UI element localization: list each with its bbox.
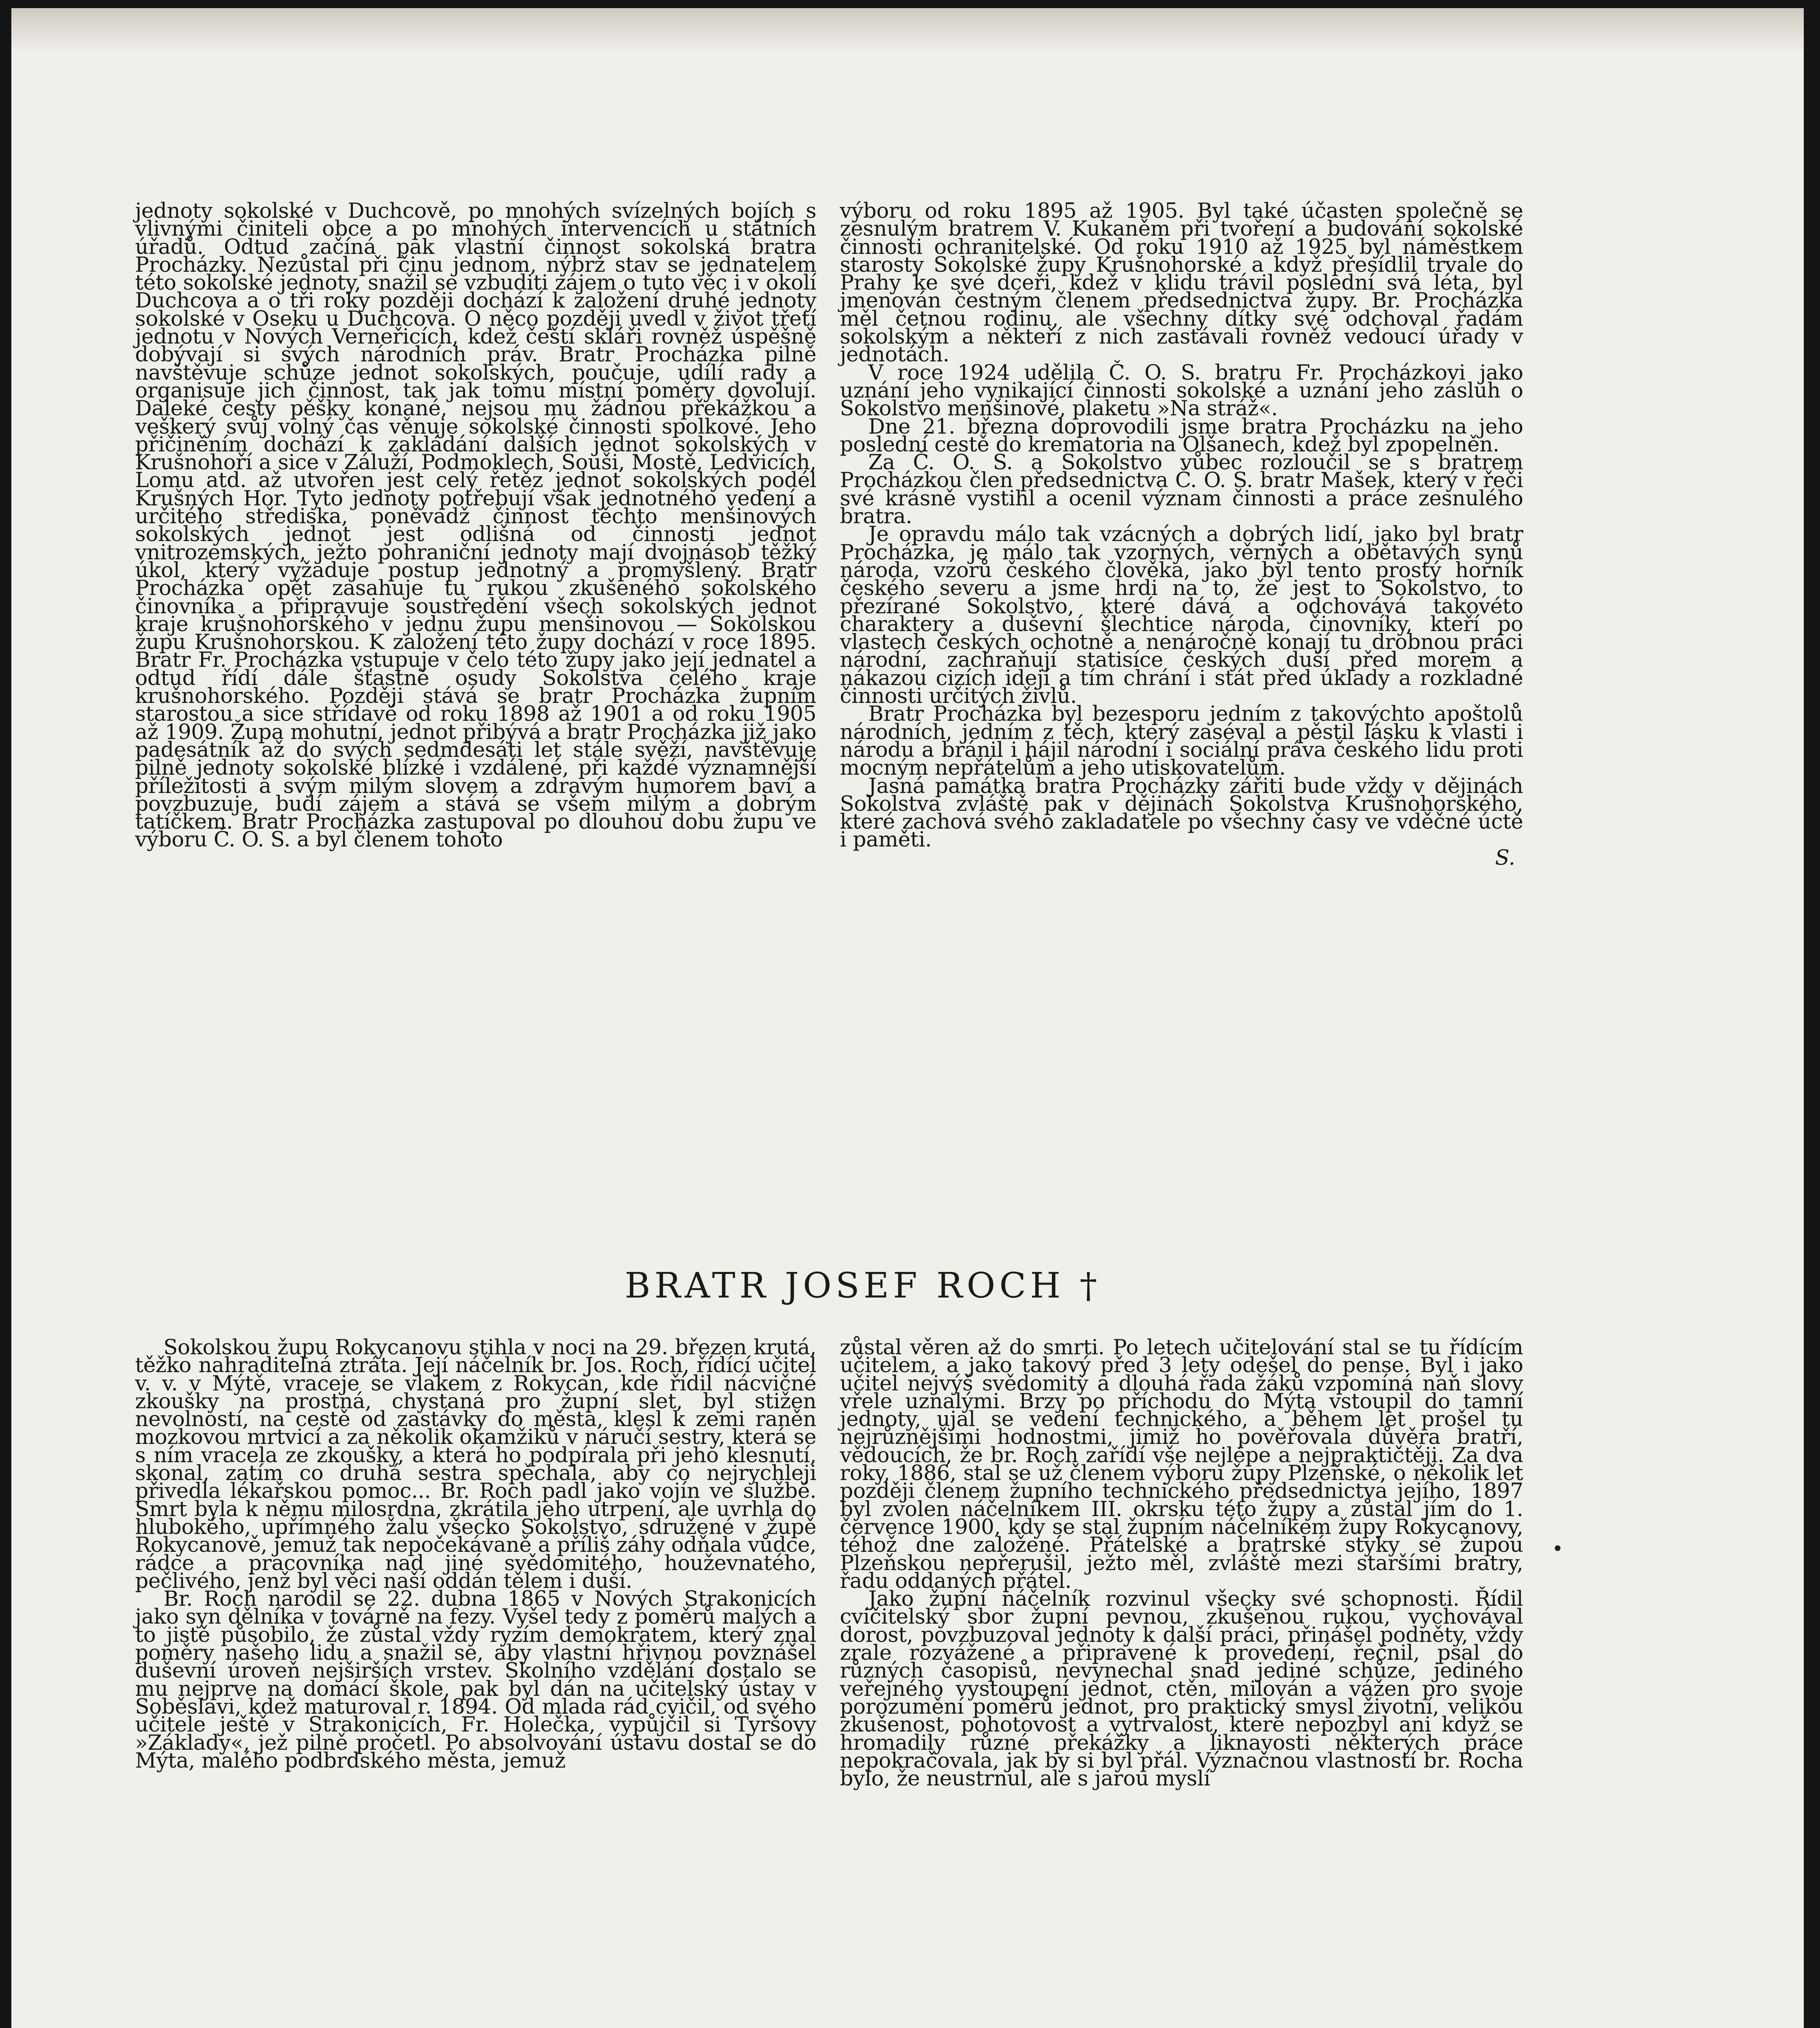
paragraph: jednoty sokolské v Duchcově, po mnohých svízelných bojích s vlivnými činiteli obce a po mnohých intervencích u státních úřadů. Odtud začíná pak vlastní činnost sokolská bratra Procházky. Nezůstal při činu jednom, nýbrž stav se jednatelem této sokolské jednoty, snažil se vzbuditi zájem o tuto věc i v okolí Duchcova a o tři roky později dochází k založení druhé jednoty sokolské v Oseku u Duchcova. O něco později uvedl v život třetí jednotu v Nových Verneřicích, kdež čeští skláři rovněž úspěšně dobývají si svých národních práv. Bratr Procházka pilně navštěvuje schůze jednot sokolských, poučuje, udílí rady a organisuje jich činnost, tak jak tomu místní poměry dovolují. Daleké cesty pěšky konané, nejsou mu žádnou překážkou a veškerý svůj volný čas věnuje sokolské činnosti spolkové. Jeho přičiněním dochází k zakládání dalších jednot sokolských v Krušnohoří a sice v Záluží, Podmoklech, Souši, Mostě, Ledvicích, Lomu atd. až utvořen jest celý řetěz jednot sokolských podél Krušných Hor. Tyto jednoty potřebují však jednotného vedení a určitého střediska, poněvadž činnost těchto menšinových sokolských jednot jest odlišná od činnosti jednot vnitrozemských, ježto pohraniční jednoty mají dvojnásob těžký úkol, který vyžaduje postup jednotný a promyšlený. Bratr Procházka opět zasahuje tu rukou zkušeného sokolského činovníka a připravuje soustředění všech sokolských jednot kraje krušnohorského v jednu župu menšinovou — Sokolskou župu Krušnohorskou. K založení této župy dochází v roce 1895. Bratr Fr. Procházka vstupuje v čelo této župy jako její jednatel a odtud řídí dále šťastně osudy Sokolstva celého kraje krušnohorského. Později stává se bratr Procházka župním starostou a sice střídavě od roku 1898 až 1901 a od roku 1905 až 1909. Župa mohutní, jednot přibývá a bratr Procházka již jako padesátník až do svých sedmdesáti let stále svěží, navštěvuje pilně jednoty sokolské blízké i vzdálené, při každé významnější příležitosti a svým milým slovem a zdravým humorem baví a povzbuzuje, budí zájem a stává se všem milým a dobrým tatíčkem. Bratr Procházka zastupoval po dlouhou dobu župu ve výboru Č. O. S. a byl členem tohoto [135, 199, 816, 852]
page [11, 8, 1804, 2028]
paragraph: Dne 21. března doprovodili jsme bratra Procházku na jeho poslední cestě do krematoria na Olšanech, kdež byl zpopelněn. [840, 414, 1523, 457]
margin-dot [1555, 1545, 1560, 1551]
paragraph: Bratr Procházka byl bezesporu jedním z takovýchto apoštolů národních, jedním z těch, který zaséval a pěstil lásku k vlasti i národu a bránil i hájil národní i sociální práva českého lidu proti mocným nepřátelům a jeho utiskovatelům. [840, 702, 1523, 780]
scan-shadow [11, 8, 1804, 53]
article-roch-left-column [135, 1335, 816, 1773]
paragraph: výboru od roku 1895 až 1905. Byl také účasten společně se zesnulým bratrem V. Kukaněm při tvoření a budování sokolské činnosti ochranitelské. Od roku 1910 až 1925 byl náměstkem starosty Sokolské župy Krušnohorské a když přesídlil trvale do Prahy ke své dceři, kdež v klidu trávil poslední svá léta, byl jmenován čestným členem předsednictva župy. Br. Procházka měl četnou rodinu, ale všechny dítky své odchoval řadám sokolským a někteří z nich zastávali rovněž vedoucí úřady v jednotách. [840, 199, 1523, 367]
paragraph: Za Č. O. S. a Sokolstvo vůbec rozloučil se s bratrem Procházkou člen předsednictva Č. O. S. bratr Mašek, který v řeči své krásně vystihl a ocenil význam činnosti a práce zesnulého bratra. [840, 450, 1523, 529]
paragraph: Jasná památka bratra Procházky zářiti bude vždy v dějinách Sokolstva zvláště pak v dějinách Sokolstva Krušnohorského, které zachová svého zakladatele po všechny časy ve vděčné úctě i paměti. [840, 773, 1523, 852]
paragraph: Br. Roch narodil se 22. dubna 1865 v Nových Strakonicích jako syn dělníka v továrně na fezy. Vyšel tedy z poměrů malých a to jistě působilo, že zůstal vždy ryzím demokratem, který znal poměry našeho lidu a snažil se, aby vlastní hřivnou povznášel duševní úroveň nejširších vrstev. Školního vzdělání dostalo se mu nejprve na domácí škole, pak byl dán na učitelský ústav v Soběslavi, kdež maturoval r. 1894. Od mlada rád cvičil, od svého učitele ještě v Strakonicích, Fr. Holečka, vypůjčil si Tyršovy »Základy«, jež pilně pročetl. Po absolvování ústavu dostal se do Mýta, malého podbrdského města, jemuž [135, 1587, 816, 1773]
paragraph: V roce 1924 udělila Č. O. S. bratru Fr. Procházkovi jako uznání jeho vynikající činnosti sokolské a uznání jeho zásluh o Sokolstvo menšinové, plaketu »Na stráž«. [840, 360, 1523, 421]
paragraph: zůstal věren až do smrti. Po letech učitelování stal se tu řídícím učitelem, a jako takový před 3 lety odešel do pense. Byl i jako učitel nejvýš svědomitý a dlouhá řada žáků vzpomíná naň slovy vřele uznalými. Brzy po příchodu do Mýta vstoupil do tamní jednoty, ujal se vedení technického, a během let prošel tu nejrůznějšími hodnostmi, jimiž ho pověřovala důvěra bratří, vědoucích, že br. Roch zařídí vše nejlépe a nejpraktičtěji. Za dva roky, 1886, stal se už členem výboru župy Plzeňské, o několik let později členem župního technického předsednictva jejího, 1897 byl zvolen náčelníkem III. okrsku této župy a zůstal jím do 1. července 1900, kdy se stal župním náčelníkem župy Rokycanovy, téhož dne založené. Přátelské a bratrské styky se župou Plzeňskou nepřerušil, ježto měl, zvláště mezi staršími bratry, řadu oddaných přátel. [840, 1335, 1523, 1593]
article-procházka-left-column [135, 199, 816, 852]
paragraph: Je opravdu málo tak vzácných a dobrých lidí, jako byl bratr Procházka, je málo tak vzorných, věrných a obětavých synů národa, vzorů českého člověka, jako byl tento prostý horník českého severu a jsme hrdi na to, že jest to Sokolstvo, to přezírané Sokolstvo, které dává a odchovává takovéto charaktery a duševní šlechtice národa, činovníky, kteří po vlastech českých ochotně a nenáročně konají tu drobnou práci národní, zachraňují statisíce českých duší před morem a nákazou cizích idejí a tím chrání i stát před úklady a rozkladné činnosti určitých živlů. [840, 522, 1523, 709]
paragraph: Jako župní náčelník rozvinul všecky své schopnosti. Řídil cvičitelský sbor župní pevnou, zkušenou rukou, vychovával dorost, povzbuzoval jednoty k další práci, přinášel podněty, vždy zrale rozvážené a připravené k provedení, řečnil, psal do různých časopisů, nevynechal snad jediné schůze, jediného veřejného vystoupení jednot, ctěn, milován a vážen pro svoje porozumění poměrů jednot, pro praktický smysl životní, velikou zkušenost, pohotovost a vytrvalost, které nepozbyl ani když se hromadily různé překážky a liknavosti některých práce nepokračovala, jak by si byl přál. Význačnou vlastností br. Rocha bylo, že neustrnul, ale s jarou myslí [840, 1587, 1523, 1791]
article-procházka-right-column [840, 199, 1523, 870]
article-heading: BRATR JOSEF ROCH † [625, 1265, 1101, 1306]
article-roch-right-column [840, 1335, 1523, 1791]
author-signature: S. [1495, 845, 1515, 870]
paragraph: Sokolskou župu Rokycanovu stihla v noci na 29. březen krutá, těžko nahraditelná ztráta. Její náčelník br. Jos. Roch, řídící učitel v. v. v Mýtě, vraceje se vlakem z Rokycan, kde řídil nácvičné zkoušky na prostná, chystaná pro župní slet, byl stižen nevolností, na cestě od zastávky do města, klesl k zemi raněn mozkovou mrtvicí a za několik okamžiků v náručí sestry, která se s ním vracela ze zkoušky, a která ho podpírala při jeho klesnutí, skonal, zatím co druhá sestra spěchala, aby co nejrychleji přivedla lékařskou pomoc... Br. Roch padl jako vojín ve službě. Smrt byla k němu milosrdna, zkrátila jeho utrpení, ale uvrhla do hlubokého, upřímného žalu všecko Sokolstvo, sdružené v župě Rokycanově, jemuž tak nepočekávaně a příliš záhy odňala vůdce, rádce a pracovníka nad jiné svědomitého, houževnatého, pečlivého, jenž byl věci naší oddán tělem i duší. [135, 1335, 816, 1593]
